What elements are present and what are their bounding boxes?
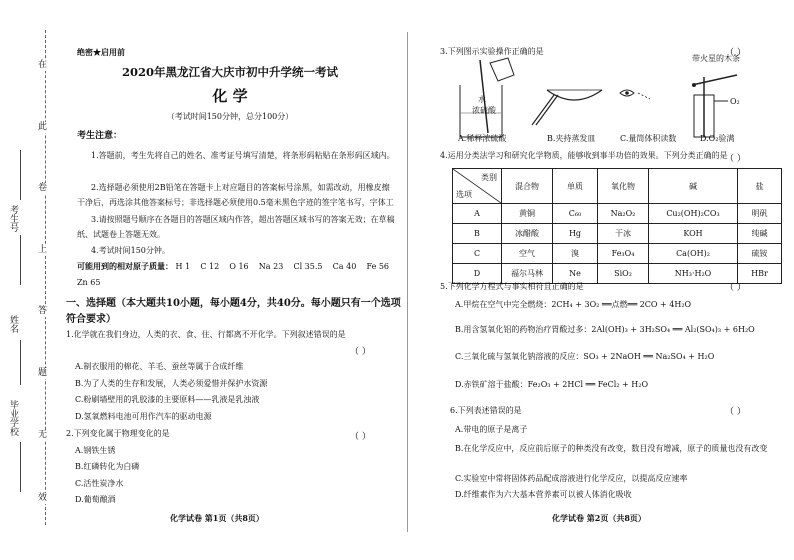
table-cell: D	[453, 264, 502, 284]
school-line[interactable]	[20, 442, 21, 492]
notice-item: 3.请按照题号顺序在各题目的答题区域内作答，超出答题区域书写的答案无效；在草稿纸、试题卷上答题无效。	[77, 215, 395, 239]
q2-option-d[interactable]: D.葡萄酿酒	[75, 495, 116, 504]
q5-option-a[interactable]: A.甲烷在空气中完全燃烧：2CH₄ + 3O₂ ══点燃══ 2CO + 4H₂O	[455, 300, 692, 309]
q3-stem: 3.下列图示实验操作正确的是	[440, 47, 544, 56]
secret-mark: 绝密★启用前	[77, 47, 125, 57]
subject-title: 化 学	[212, 87, 248, 105]
table-cell: 冰醋酸	[502, 224, 553, 244]
table-cell: 福尔马林	[502, 264, 553, 284]
exam-info: （考试时间150分钟，总分100分）	[166, 112, 294, 121]
q3-option-d[interactable]: D.O₂验满	[700, 134, 735, 143]
binding-char: 题	[38, 368, 48, 378]
beaker-icon	[460, 58, 514, 137]
q2-stem: 2.下列变化属于物理变化的是	[66, 429, 170, 438]
table-cell: 空气	[502, 244, 553, 264]
table-cell: Hg	[553, 224, 598, 244]
corner-top: 类别	[481, 173, 497, 182]
binding-char: 效	[38, 493, 48, 503]
name-line[interactable]	[20, 340, 21, 385]
q5-stem: 5.下列化学方程式与事实相符且正确的是	[440, 282, 584, 291]
table-cell: KOH	[649, 224, 738, 244]
table-header-row	[453, 169, 782, 204]
table-cell: 干冰	[598, 224, 649, 244]
q1-option-a[interactable]: A.制衣服用的棉花、羊毛、蚕丝等属于合成纤维	[75, 362, 244, 371]
table-cell: 溴	[553, 244, 598, 264]
table-cell: Na₂O₂	[598, 204, 649, 224]
table-cell: Cu₂(OH)₂CO₃	[649, 204, 738, 224]
notice-heading: 考生注意：	[77, 131, 123, 141]
q1-answer-paren[interactable]: （ ）	[350, 347, 371, 357]
table-cell: 黄铜	[502, 204, 553, 224]
q3-label-water: 水	[478, 95, 486, 104]
table-header-cell: 单质	[553, 169, 598, 204]
table-row	[453, 244, 782, 264]
eye-icon	[620, 90, 650, 99]
q3-figures	[452, 55, 792, 143]
binding-char: 在	[38, 60, 48, 70]
table-header-cell: 氧化物	[598, 169, 649, 204]
table-cell: 纯碱	[738, 224, 782, 244]
field-school: 毕业学校	[8, 400, 18, 436]
corner-bottom: 选项	[456, 190, 472, 199]
atomic-mass-label: 可能用到的相对原子质量：	[77, 261, 173, 271]
atomic-mass-last: Zn 65	[77, 278, 101, 287]
q4-answer-paren[interactable]: （ ）	[725, 154, 746, 164]
footer-left: 化学试卷 第1页（共8页）	[170, 513, 264, 523]
notice-item: 1.答题前，考生先将自己的姓名、准考证号填写清楚，将条形码粘贴在条形码区域内。	[91, 151, 395, 160]
binding-char: 卷	[38, 183, 48, 193]
field-exam-number: 考生号	[8, 205, 18, 232]
q2-answer-paren[interactable]: （ ）	[350, 432, 371, 442]
q1-option-c[interactable]: C.粉刷墙壁用的乳胶漆的主要原料——乳液是乳浊液	[75, 395, 260, 404]
table-header-cell: 混合物	[502, 169, 553, 204]
field-name: 姓名	[8, 315, 18, 333]
q2-option-b[interactable]: B.红磷转化为白磷	[75, 462, 140, 471]
q5-option-c[interactable]: C.三氧化硫与氢氧化钠溶液的反应：SO₃ + 2NaOH ══ Na₂SO₄ + H₂O	[455, 352, 715, 361]
q1-option-d[interactable]: D.氢氧燃料电池可用作汽车的驱动电源	[75, 412, 212, 421]
footer-right: 化学试卷 第2页（共8页）	[552, 513, 646, 523]
notice-item: 4.考试时间150分钟。	[91, 246, 170, 255]
binding-char: 此	[38, 122, 48, 132]
q3-option-c[interactable]: C.量筒体积读数	[620, 134, 677, 143]
table-cell: Ca(OH)₂	[649, 244, 738, 264]
q3-label-o2: O₂	[730, 97, 740, 106]
atomic-mass-values: H 1 C 12 O 16 Na 23 Cl 35.5 Ca 40 Fe 56	[175, 262, 390, 271]
exam-number-line[interactable]	[20, 150, 21, 200]
q3-label-acid: 浓硫酸	[472, 106, 496, 115]
table-row	[453, 224, 782, 244]
evaporating-dish-icon	[532, 90, 602, 125]
table-header-cell: 盐	[738, 169, 782, 204]
section-title: 一、选择题（本大题共10小题，每小题4分，共40分。每小题只有一个选项符合要求）	[66, 298, 401, 325]
q3-answer-paren[interactable]: （ ）	[725, 48, 746, 58]
q1-stem: 1.化学就在我们身边，人类的衣、食、住、行都离不开化学。下列叙述错误的是	[66, 330, 346, 339]
binding-char: 上	[38, 245, 48, 255]
q6-option-c[interactable]: C.实验室中常将固体药品配成溶液进行化学反应，以提高反应速率	[455, 474, 688, 483]
table-cell: 明矾	[738, 204, 782, 224]
q5-option-b[interactable]: B.用含氢氧化铝的药物治疗胃酸过多：2Al(OH)₃ + 3H₂SO₄ ══ Al₂(SO₄)₃ + 6H₂O	[455, 325, 755, 334]
table-row	[453, 204, 782, 224]
q4-stem: 4.运用分类法学习和研究化学物质，能够收到事半功倍的效果。下列分类正确的是	[440, 151, 728, 160]
exam-title: 2020年黑龙江省大庆市初中升学统一考试	[121, 65, 338, 79]
table-cell: Ne	[553, 264, 598, 284]
q3-option-b[interactable]: B.夹持蒸发皿	[547, 134, 596, 143]
q5-answer-paren[interactable]: （ ）	[725, 283, 746, 293]
exam-number-line[interactable]	[20, 235, 21, 285]
q2-option-c[interactable]: C.活性炭净水	[75, 479, 124, 488]
notice-item: 2.选择题必须使用2B铅笔在答题卡上对应题目的答案标号涂黑，如需改动，用橡皮擦干净后，再选涂其他答案标号；非选择题必须使用0.5毫米黑色字迹的签字笔书写，字体工	[77, 183, 394, 207]
table-cell: A	[453, 204, 502, 224]
table-cell: C₆₀	[553, 204, 598, 224]
binding-char: 无	[38, 430, 48, 440]
q6-option-d[interactable]: D.纤维素作为六大基本营养素可以被人体消化吸收	[455, 490, 632, 499]
q1-option-b[interactable]: B.为了人类的生存和发展，人类必须爱惜并保护水资源	[75, 379, 268, 388]
q5-option-d[interactable]: D.赤铁矿溶于盐酸：Fe₂O₃ + 2HCl ══ FeCl₂ + H₂O	[455, 380, 649, 389]
q3-label-splint: 带火星的木条	[692, 54, 740, 63]
page-divider	[407, 32, 408, 532]
classification-table	[452, 168, 782, 284]
table-header-cell: 碱	[649, 169, 738, 204]
table-cell: B	[453, 224, 502, 244]
table-cell: HBr	[738, 264, 782, 284]
table-cell: SiO₂	[598, 264, 649, 284]
table-corner-cell	[453, 169, 502, 204]
table-cell: NH₃·H₂O	[649, 264, 738, 284]
q3-option-a[interactable]: A.稀释浓硫酸	[458, 134, 507, 143]
table-cell: Fe₃O₄	[598, 244, 649, 264]
q6-stem: 6.下列表述错误的是	[450, 406, 522, 415]
table-cell: C	[453, 244, 502, 264]
q6-option-b[interactable]: B.在化学反应中，反应前后原子的种类没有改变，数目没有增减，原子的质量也没有改变	[455, 444, 768, 453]
q6-option-a[interactable]: A.带电的原子是离子	[455, 425, 528, 434]
q2-option-a[interactable]: A.钢铁生锈	[75, 446, 116, 455]
binding-char: 答	[38, 306, 48, 316]
binding-dash-line	[45, 30, 46, 525]
table-cell: 硫铵	[738, 244, 782, 264]
q6-answer-paren[interactable]: （ ）	[725, 407, 746, 417]
